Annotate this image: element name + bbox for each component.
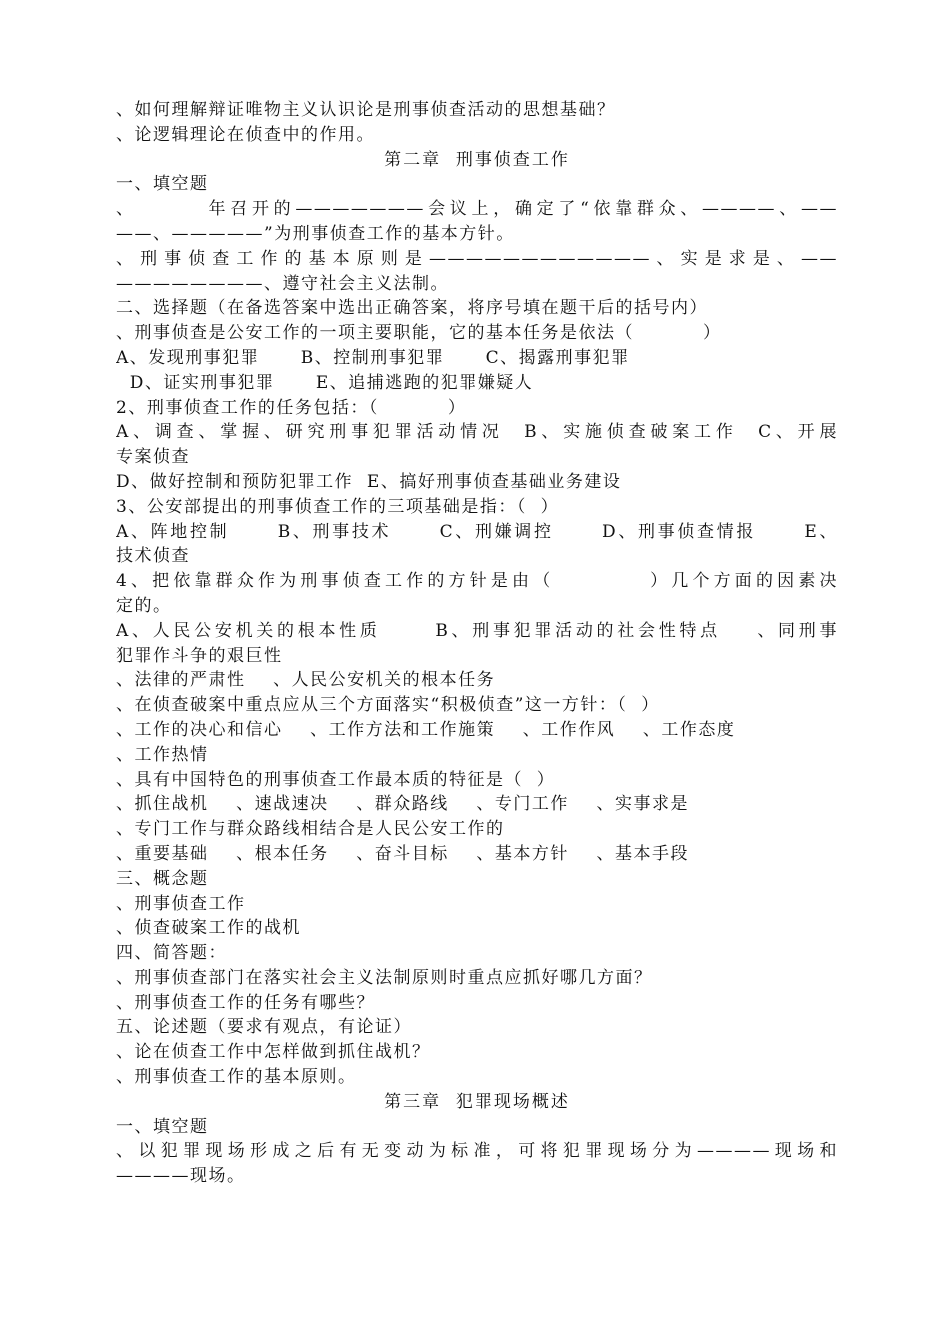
question-line: 3、公安部提出的刑事侦查工作的三项基础是指：（ ） <box>116 496 560 517</box>
option-line: 专案侦查 <box>116 447 190 468</box>
option-line: 、重要基础 、根本任务 、奋斗目标 、基本方针 、基本手段 <box>116 843 689 864</box>
section-heading: 二、选择题（在备选答案中选出正确答案，将序号填在题干后的括号内） <box>116 298 708 319</box>
question-line: 、专门工作与群众路线相结合是人民公安工作的 <box>116 819 505 840</box>
question-line: 、如何理解辩证唯物主义认识论是刑事侦查活动的思想基础？ <box>116 100 616 120</box>
question-line: ————————、遵守社会主义法制。 <box>116 273 449 294</box>
chapter-heading: 第三章 犯罪现场概述 <box>384 1091 570 1112</box>
section-heading: 三、概念题 <box>116 868 209 889</box>
question-line: 、刑事侦查是公安工作的一项主要职能，它的基本任务是依法（ ） <box>116 323 722 344</box>
question-line: 、刑事侦查部门在落实社会主义法制原则时重点应抓好哪几方面？ <box>116 967 653 988</box>
question-line: 定的。 <box>116 595 172 616</box>
question-line: 、论在侦查工作中怎样做到抓住战机？ <box>116 1042 431 1063</box>
option-line: A、发现刑事犯罪 B、控制刑事犯罪 C、揭露刑事犯罪 <box>116 347 630 368</box>
question-line: 、刑事侦查工作的基本原则。 <box>116 1067 357 1088</box>
chapter-heading: 第二章 刑事侦查工作 <box>384 149 570 170</box>
option-line: 、抓住战机 、速战速决 、群众路线 、专门工作 、实事求是 <box>116 794 689 815</box>
option-line: A、阵地控制 B、刑事技术 C、刑嫌调控 D、刑事侦查情报 E、 <box>116 521 838 542</box>
section-heading: 一、填空题 <box>116 174 209 195</box>
question-line: 、论逻辑理论在侦查中的作用。 <box>116 124 375 145</box>
question-line: ————现场。 <box>116 1166 246 1187</box>
question-line: 、 年召开的———————会议上，确定了“依靠群众、————、—— <box>116 199 838 220</box>
option-line: 、法律的严肃性 、人民公安机关的根本任务 <box>116 670 496 691</box>
section-heading: 一、填空题 <box>116 1116 209 1137</box>
document-page <box>116 98 838 1189</box>
question-line: ——、—————”为刑事侦查工作的基本方针。 <box>116 223 515 244</box>
option-line: 技术侦查 <box>116 546 190 567</box>
option-line: 、工作的决心和信心 、工作方法和工作施策 、工作作风 、工作态度 <box>116 719 736 740</box>
section-heading: 五、论述题（要求有观点，有论证） <box>116 1017 412 1038</box>
question-line: 、具有中国特色的刑事侦查工作最本质的特征是（ ） <box>116 769 556 790</box>
option-line: 、工作热情 <box>116 744 209 765</box>
question-line: 、侦查破案工作的战机 <box>116 918 301 939</box>
question-line: 4、把依靠群众作为刑事侦查工作的方针是由（ ）几个方面的因素决 <box>116 571 838 592</box>
option-line: 犯罪作斗争的艰巨性 <box>116 645 283 666</box>
question-line: 、以犯罪现场形成之后有无变动为标准，可将犯罪现场分为————现场和 <box>116 1141 838 1162</box>
question-line: 2、刑事侦查工作的任务包括：（ ） <box>116 397 467 418</box>
question-line: 、刑事侦查工作的任务有哪些？ <box>116 992 375 1013</box>
question-line: 、在侦查破案中重点应从三个方面落实“积极侦查”这一方针：（ ） <box>116 695 660 716</box>
question-line: 、刑事侦查工作 <box>116 893 246 914</box>
option-line: A、人民公安机关的根本性质 B、刑事犯罪活动的社会性特点 、同刑事 <box>116 620 838 641</box>
option-line: D、证实刑事犯罪 E、追捕逃跑的犯罪嫌疑人 <box>116 372 534 393</box>
question-line: 、刑事侦查工作的基本原则是————————————、实是求是、—— <box>116 248 838 269</box>
section-heading: 四、简答题： <box>116 943 227 964</box>
option-line: D、做好控制和预防犯罪工作 E、搞好刑事侦查基础业务建设 <box>116 471 622 492</box>
option-line: A、调查、掌握、研究刑事犯罪活动情况 B、实施侦查破案工作 C、开展 <box>116 422 838 443</box>
